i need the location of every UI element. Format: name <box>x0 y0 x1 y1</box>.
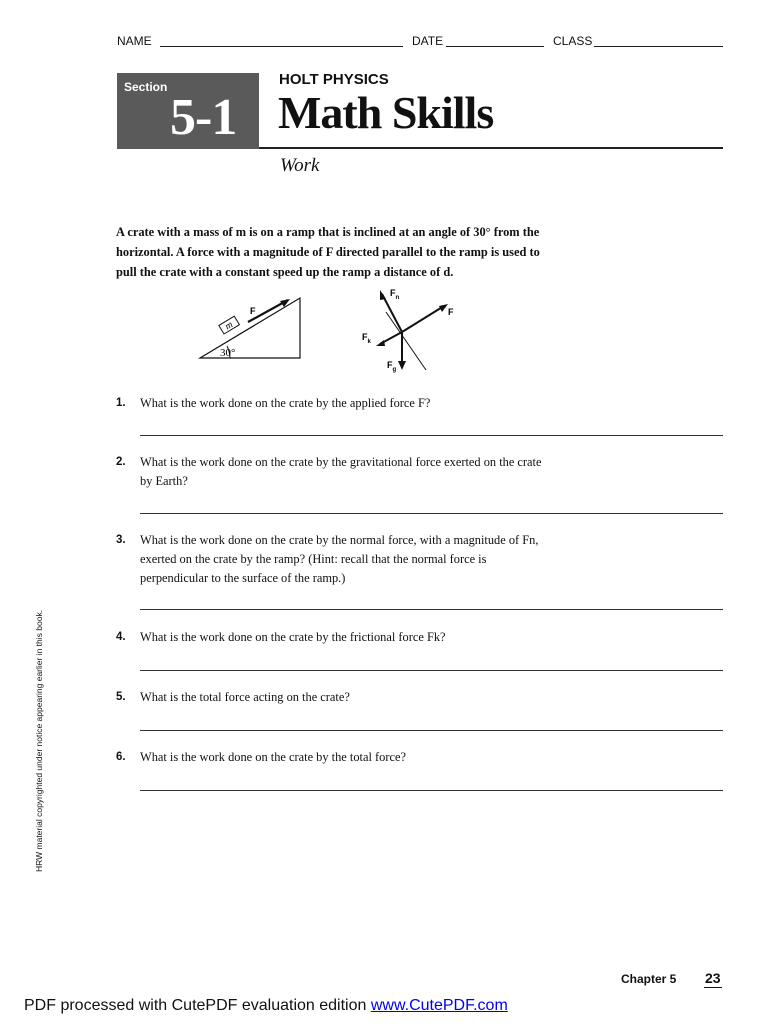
fk-sub: k <box>367 339 371 345</box>
series-title: HOLT PHYSICS <box>279 71 389 88</box>
question-1 <box>116 394 556 413</box>
section-number: 5-1 <box>170 89 237 146</box>
answer-line-2[interactable] <box>140 513 723 514</box>
question-2 <box>116 453 556 491</box>
question-text: What is the work done on the crate by the total force? <box>140 750 406 764</box>
title-rule <box>259 147 723 149</box>
svg-text:Fn <box>390 288 400 301</box>
name-blank[interactable] <box>160 46 403 47</box>
question-text: What is the total force acting on the crate? <box>140 690 350 704</box>
svg-text:Fg <box>387 360 397 373</box>
fn-sub: n <box>395 295 400 301</box>
page-subtitle: Work <box>280 155 320 176</box>
fg-label: F <box>387 360 393 370</box>
fk-label: F <box>362 332 368 342</box>
question-text: What is the work done on the crate by the frictional force Fk? <box>140 630 446 644</box>
fg-sub: g <box>392 367 397 373</box>
date-blank[interactable] <box>446 46 544 47</box>
chapter-label: Chapter 5 <box>621 972 677 986</box>
answer-line-6[interactable] <box>140 790 723 791</box>
question-5 <box>116 688 556 707</box>
copyright-notice: HRW material copyrighted under notice appearing earlier in this book. <box>34 609 44 872</box>
f2-label: F <box>448 307 454 317</box>
answer-line-3[interactable] <box>140 609 723 610</box>
answer-line-1[interactable] <box>140 435 723 436</box>
force-label: F <box>250 306 256 316</box>
crate <box>219 316 240 335</box>
ramp-diagram <box>190 288 520 378</box>
fn-label: F <box>390 288 396 298</box>
question-number: 5. <box>116 691 126 703</box>
answer-line-4[interactable] <box>140 670 723 671</box>
mass-label: m <box>223 319 236 333</box>
question-number: 1. <box>116 397 126 409</box>
question-number: 2. <box>116 456 126 468</box>
page-number-rule <box>704 987 722 988</box>
question-3 <box>116 531 556 588</box>
section-word: Section <box>124 80 168 94</box>
question-4 <box>116 628 556 647</box>
question-text: What is the work done on the crate by the gravitational force exerted on the crate by Earth? <box>140 455 542 488</box>
class-blank[interactable] <box>594 46 723 47</box>
angle-label: 30° <box>220 347 236 359</box>
pdf-watermark <box>24 997 508 1015</box>
answer-line-5[interactable] <box>140 730 723 731</box>
question-number: 4. <box>116 631 126 643</box>
page-title: Math Skills <box>278 87 494 138</box>
class-label: CLASS <box>553 34 593 48</box>
problem-statement: A crate with a mass of m is on a ramp that is inclined at an angle of 30° from the horizontal. A force with a magnitude of F directed parallel to the ramp is used to pull the crate with a constant speed up the ramp a distance of d. <box>116 225 540 279</box>
question-text: What is the work done on the crate by the normal force, with a magnitude of Fn, exerted on the crate by the ramp? (Hint: recall that the normal force is perpendicular to the surface of the ramp.) <box>140 533 539 585</box>
question-number: 6. <box>116 751 126 763</box>
page-number: 23 <box>705 970 721 986</box>
date-label: DATE <box>412 34 444 48</box>
watermark-text: PDF processed with CutePDF evaluation edition <box>24 997 371 1014</box>
svg-text:Fk <box>362 332 372 345</box>
question-number: 3. <box>116 534 126 546</box>
name-label: NAME <box>117 34 152 48</box>
applied-force-arrow <box>402 306 444 332</box>
question-text: What is the work done on the crate by the applied force F? <box>140 396 431 410</box>
watermark-link[interactable]: www.CutePDF.com <box>370 997 508 1014</box>
question-6 <box>116 748 556 767</box>
